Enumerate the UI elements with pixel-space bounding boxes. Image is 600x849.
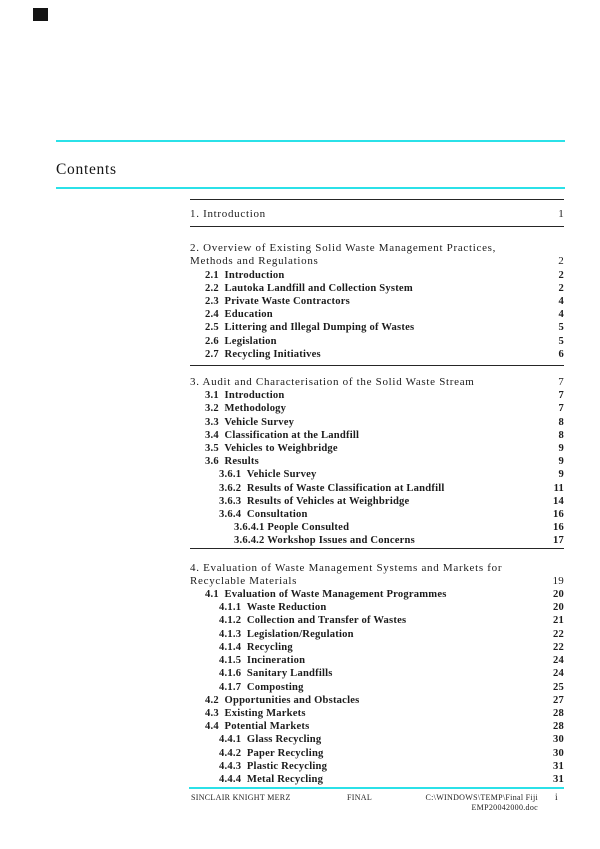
toc-entry: [190, 495, 564, 508]
toc-entry: [190, 575, 564, 588]
toc-entry-page-number: 24: [553, 668, 564, 680]
toc-entry-page-number: 17: [553, 535, 564, 547]
toc-entry-title: 1. Introduction: [190, 208, 266, 220]
toc-entry-page-number: 20: [553, 589, 564, 601]
toc-entry: [190, 681, 564, 694]
toc-entry-title: 4. Evaluation of Waste Management Systems and Markets for: [190, 561, 503, 574]
footer-rule: [189, 787, 564, 789]
toc-entry-title: 3.2 Methodology: [205, 403, 287, 415]
toc-entry-title: 3.6.4.1 People Consulted: [234, 522, 350, 534]
toc-entry-page-number: 1: [558, 208, 564, 220]
toc-entry: [190, 308, 564, 321]
toc-entry-page-number: 4: [558, 296, 564, 308]
toc-entry-title: 3.6.2 Results of Waste Classification at Landfill: [219, 482, 445, 494]
toc-entry: [190, 747, 564, 760]
toc-entry-page-number: 31: [553, 773, 564, 785]
page-title: Contents: [56, 161, 117, 178]
footer-status: FINAL: [347, 793, 373, 802]
toc-entry-title: 2.4 Education: [205, 309, 273, 321]
toc-entry: [190, 521, 564, 534]
toc-entry-title: 3.4 Classification at the Landfill: [205, 429, 360, 441]
toc-entry-title: 4.1.5 Incineration: [219, 655, 306, 667]
toc-entry-page-number: 5: [558, 335, 564, 347]
toc-entry-title: 4.4 Potential Markets: [205, 721, 310, 733]
toc-entry-title: 4.1 Evaluation of Waste Management Programmes: [205, 589, 447, 601]
title-underline-rule: [56, 187, 565, 189]
toc-entry-title: 3.1 Introduction: [205, 390, 285, 402]
footer-file-path-line2: EMP20042000.doc: [471, 802, 538, 812]
footer-file-path-line1: C:\WINDOWS\TEMP\Final Fiji: [425, 793, 538, 802]
toc-entry-title: 3.3 Vehicle Survey: [205, 416, 295, 428]
table-of-contents: [190, 199, 564, 786]
toc-section-4: [190, 548, 564, 786]
toc-entry-title: 2.7 Recycling Initiatives: [205, 348, 321, 360]
toc-entry-page-number: 16: [553, 522, 564, 534]
toc-entry-page-number: 31: [553, 760, 564, 772]
toc-entry-title: 4.1.3 Legislation/Regulation: [219, 628, 354, 640]
toc-entry-page-number: 25: [553, 681, 564, 693]
toc-entry-title: 4.1.4 Recycling: [219, 641, 293, 653]
toc-entry: [190, 588, 564, 601]
toc-entry-title: 4.1.6 Sanitary Landfills: [219, 668, 333, 680]
toc-entry: [190, 562, 564, 575]
toc-entry: [190, 654, 564, 667]
toc-entry: [190, 389, 564, 402]
toc-section-3: [190, 365, 564, 548]
toc-entry: [190, 720, 564, 733]
toc-entry-page-number: 2: [558, 282, 564, 294]
footer-company: SINCLAIR KNIGHT MERZ: [191, 793, 291, 802]
toc-entry-page-number: 2: [558, 255, 564, 268]
toc-entry-page-number: 22: [553, 641, 564, 653]
toc-entry-page-number: 7: [558, 403, 564, 415]
toc-entry-page-number: 11: [553, 482, 564, 494]
toc-entry: [190, 208, 564, 221]
toc-entry: [190, 376, 564, 389]
toc-entry: [190, 694, 564, 707]
toc-entry-title: 3.6 Results: [205, 456, 259, 468]
toc-entry: [190, 442, 564, 455]
toc-entry-title: 2.5 Littering and Illegal Dumping of Wastes: [205, 322, 415, 334]
toc-entry: [190, 614, 564, 627]
toc-entry-title: Recyclable Materials: [190, 574, 298, 587]
toc-entry: [190, 628, 564, 641]
footer-file-path: [390, 793, 538, 812]
toc-entry: [190, 348, 564, 361]
toc-entry-page-number: 22: [553, 628, 564, 640]
toc-entry: [190, 773, 564, 786]
toc-entry-title: 4.4.2 Paper Recycling: [219, 747, 324, 759]
toc-entry: [190, 429, 564, 442]
toc-entry-title: 2.1 Introduction: [205, 269, 285, 281]
toc-entry: [190, 534, 564, 547]
toc-entry-title: Methods and Regulations: [190, 255, 319, 268]
toc-entry-page-number: 9: [558, 469, 564, 481]
toc-entry-page-number: 9: [558, 443, 564, 455]
toc-entry: [190, 321, 564, 334]
toc-entry: [190, 455, 564, 468]
toc-entry: [190, 282, 564, 295]
header-top-rule: [56, 140, 565, 142]
toc-entry: [190, 242, 564, 255]
toc-entry: [190, 760, 564, 773]
toc-entry-page-number: 28: [553, 721, 564, 733]
toc-entry-page-number: 5: [558, 322, 564, 334]
toc-section-1: [190, 199, 564, 226]
toc-entry-title: 2.3 Private Waste Contractors: [205, 296, 350, 308]
toc-entry-title: 2.2 Lautoka Landfill and Collection System: [205, 282, 413, 294]
toc-entry-title: 3.6.4.2 Workshop Issues and Concerns: [234, 535, 415, 547]
toc-entry-page-number: 24: [553, 655, 564, 667]
toc-entry-title: 3. Audit and Characterisation of the Solid Waste Stream: [190, 376, 475, 389]
toc-entry-page-number: 9: [558, 456, 564, 468]
toc-entry-page-number: 27: [553, 694, 564, 706]
toc-entry-title: 3.6.1 Vehicle Survey: [219, 469, 317, 481]
toc-entry-page-number: 4: [558, 309, 564, 321]
toc-entry-title: 4.1.1 Waste Reduction: [219, 602, 327, 614]
toc-entry-title: 4.4.1 Glass Recycling: [219, 734, 322, 746]
toc-entry-page-number: 8: [558, 416, 564, 428]
toc-entry-page-number: 30: [553, 734, 564, 746]
toc-entry-title: 4.1.2 Collection and Transfer of Wastes: [219, 615, 407, 627]
toc-entry-page-number: 30: [553, 747, 564, 759]
toc-entry: [190, 482, 564, 495]
toc-entry-title: 3.6.4 Consultation: [219, 509, 308, 521]
toc-entry-title: 4.3 Existing Markets: [205, 707, 306, 719]
toc-entry-page-number: 20: [553, 602, 564, 614]
toc-entry-page-number: 7: [558, 390, 564, 402]
toc-entry: [190, 255, 564, 268]
toc-entry: [190, 335, 564, 348]
toc-entry: [190, 667, 564, 680]
toc-entry: [190, 733, 564, 746]
toc-entry-title: 4.4.4 Metal Recycling: [219, 773, 324, 785]
toc-entry: [190, 508, 564, 521]
toc-entry: [190, 601, 564, 614]
toc-entry-page-number: 19: [552, 574, 564, 587]
toc-entry-page-number: 14: [553, 495, 564, 507]
toc-entry-page-number: 28: [553, 707, 564, 719]
toc-section-2: [190, 226, 564, 365]
toc-entry-page-number: 8: [558, 429, 564, 441]
toc-entry: [190, 416, 564, 429]
toc-entry-title: 4.4.3 Plastic Recycling: [219, 760, 328, 772]
toc-entry: [190, 468, 564, 481]
toc-entry-title: 3.5 Vehicles to Weighbridge: [205, 443, 338, 455]
toc-entry-title: 2.6 Legislation: [205, 335, 277, 347]
toc-entry-page-number: 16: [553, 509, 564, 521]
toc-entry: [190, 269, 564, 282]
toc-entry-title: 4.1.7 Composting: [219, 681, 304, 693]
toc-entry: [190, 295, 564, 308]
toc-entry-page-number: 7: [558, 376, 564, 389]
toc-entry-title: 3.6.3 Results of Vehicles at Weighbridge: [219, 495, 410, 507]
toc-entry-page-number: 6: [558, 348, 564, 360]
toc-entry-page-number: 21: [553, 615, 564, 627]
toc-entry-title: 2. Overview of Existing Solid Waste Management Practices,: [190, 242, 497, 255]
toc-entry: [190, 707, 564, 720]
toc-entry-page-number: 2: [558, 269, 564, 281]
toc-entry: [190, 641, 564, 654]
footer-page-number: i: [555, 793, 558, 803]
toc-entry: [190, 402, 564, 415]
corner-mark: [33, 8, 48, 21]
toc-entry-title: 4.2 Opportunities and Obstacles: [205, 694, 360, 706]
